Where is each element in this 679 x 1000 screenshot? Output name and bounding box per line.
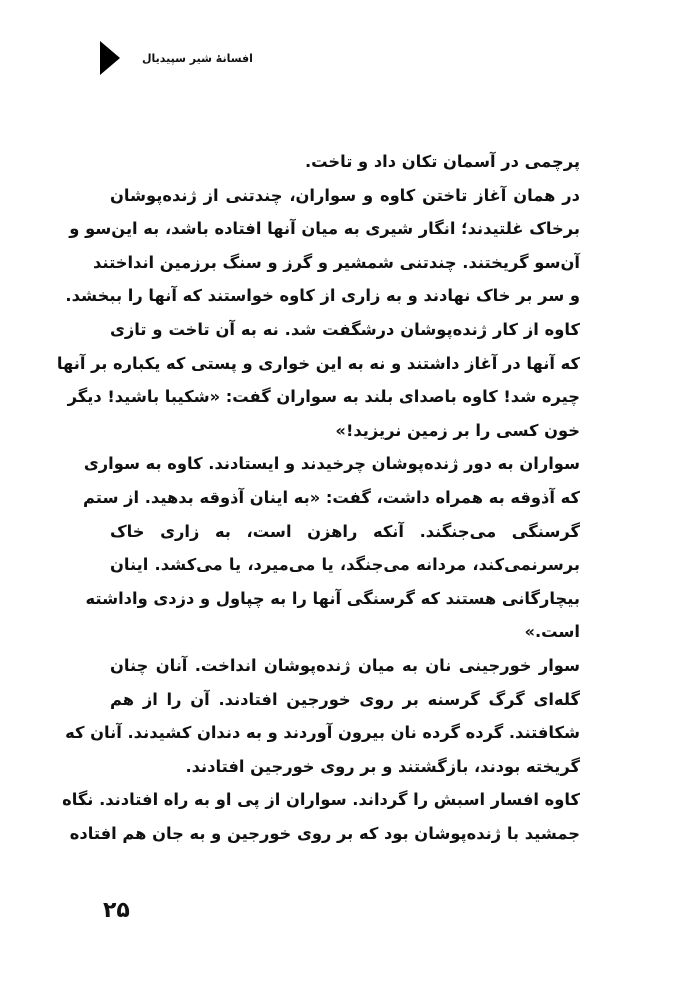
- text-line: کاوه از کار ژنده‌پوشان درشگفت شد. نه به آن تاخت و تازی: [110, 319, 580, 339]
- text-line: گریخته بودند، بازگشتند و بر روی خورجین افتادند.: [185, 756, 580, 776]
- text-line: چیره شد! کاوه باصدای بلند به سواران گفت: «شکیبا باشید! دیگر: [67, 387, 580, 407]
- text-line: برخاک غلتیدند؛ انگار شیری به میان آنها افتاده باشد، به این‌سو و: [69, 219, 580, 239]
- text-line: شکافتند. گرده گرده نان بیرون آوردند و به دندان کشیدند. آنان که: [65, 723, 580, 743]
- text-line: که آنها در آغاز داشتند و نه به این خواری و پستی که یکباره بر آنها: [56, 353, 580, 373]
- running-header: [100, 38, 253, 78]
- text-line: سواران به دور ژنده‌پوشان چرخیدند و ایستادند. کاوه به سواری: [83, 454, 580, 474]
- text-line: پرچمی در آسمان تکان داد و تاخت.: [304, 152, 580, 171]
- running-title: افسانهٔ شیر سپیدیال: [142, 51, 253, 65]
- text-line: کاوه افسار اسبش را گرداند. سواران از پی او به راه افتادند. نگاه: [62, 790, 580, 810]
- text-line: که آذوقه به همراه داشت، گفت: «به اینان آذوقه بدهید. از ستم: [83, 487, 580, 507]
- page-number: ۲۵: [103, 898, 130, 923]
- text-line: سوار خورجینی نان به میان ژنده‌پوشان انداخت. آنان چنان: [110, 655, 580, 675]
- text-line: خون کسی را بر زمین نریزید!»: [335, 420, 580, 440]
- text-line: است.»: [524, 622, 580, 642]
- text-line: جمشید با ژنده‌پوشان بود که بر روی خورجین و به جان هم افتاده: [69, 823, 580, 843]
- text-line: گله‌ای گرگ گرسنه بر روی خورجین افتادند. آن را از هم: [110, 689, 580, 709]
- text-line: آن‌سو گریختند. چندتنی شمشیر و گرز و سنگ برزمین انداختند: [93, 252, 580, 272]
- text-line: برسرنمی‌کند، مردانه می‌جنگد، یا می‌میرد، یا می‌کشد. اینان: [110, 555, 580, 575]
- text-line: بیچارگانی هستند که گرسنگی آنها را به چپاول و دزدی واداشته: [85, 588, 580, 608]
- text-line: و سر بر خاک نهادند و به زاری از کاوه خواستند که آنها را ببخشد.: [65, 286, 580, 306]
- body-text: [56, 145, 580, 850]
- text-line: در همان آغاز تاختن کاوه و سواران، چندتنی از ژنده‌پوشان: [110, 185, 580, 205]
- text-line: گرسنگی می‌جنگند. آنکه راهزن است، به زاری خاک: [110, 521, 580, 541]
- arrow-marker-icon: [100, 41, 120, 75]
